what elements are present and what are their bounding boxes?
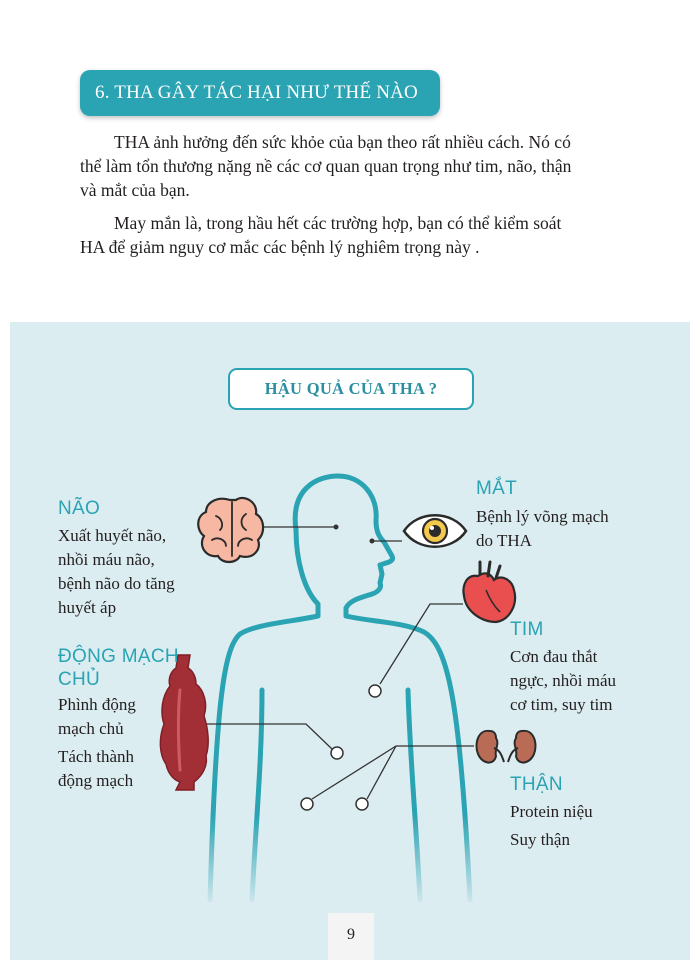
kidney-description	[510, 800, 593, 852]
aorta-heading-line: ĐỘNG MẠCH	[58, 646, 179, 667]
section-title: 6. THA GÂY TÁC HẠI NHƯ THẾ NÀO	[95, 82, 418, 103]
paragraph-line: May mắn là, trong hầu hết các trường hợp, bạn có thể kiểm soát	[114, 213, 562, 233]
heart-line: Cơn đau thắt	[510, 647, 598, 666]
brain-line: bệnh não do tăng	[58, 574, 175, 593]
connector-node	[331, 747, 343, 759]
brain-heading: NÃO	[58, 498, 101, 519]
aorta-description	[58, 693, 136, 793]
connector-dot	[370, 539, 375, 544]
eye-line: Bệnh lý võng mạch	[476, 507, 609, 526]
brain-description	[58, 524, 175, 620]
heart-line: cơ tim, suy tim	[510, 695, 613, 714]
connector-node	[356, 798, 368, 810]
connector-node	[301, 798, 313, 810]
paragraph-line: và mắt của bạn.	[80, 180, 190, 200]
eye-description	[476, 505, 609, 553]
heart-description	[510, 645, 616, 717]
eye-icon	[404, 515, 466, 547]
brain-line: Xuất huyết não,	[58, 526, 167, 545]
heart-line: ngực, nhồi máu	[510, 671, 617, 690]
aorta-heading	[58, 645, 179, 691]
heart-heading: TIM	[510, 619, 544, 640]
aorta-line: Tách thành	[58, 747, 134, 766]
paragraph-line: THA ảnh hưởng đến sức khỏe của bạn theo rất nhiều cách. Nó có	[114, 132, 571, 152]
eye-line: do THA	[476, 531, 532, 550]
kidney-line: Suy thận	[510, 830, 570, 849]
kidney-line: Protein niệu	[510, 802, 593, 821]
brain-line: huyết áp	[58, 598, 117, 617]
brain-icon	[198, 498, 263, 562]
brain-line: nhồi máu não,	[58, 550, 155, 569]
aorta-line: Phình động	[58, 695, 136, 714]
paragraph-line: HA để giảm nguy cơ mắc các bệnh lý nghiêm trọng này .	[80, 237, 480, 257]
aorta-line: mạch chủ	[58, 719, 124, 738]
aorta-heading-line: CHỦ	[58, 669, 101, 690]
connector-node	[369, 685, 381, 697]
paragraph-line: thể làm tổn thương nặng nề các cơ quan quan trọng như tim, não, thận	[80, 156, 572, 176]
eye-heading: MẮT	[476, 478, 518, 499]
heart-icon	[464, 562, 516, 622]
infographic-title: HẬU QUẢ CỦA THA ?	[228, 368, 474, 410]
aorta-line: động mạch	[58, 771, 134, 790]
connector-dot	[334, 525, 339, 530]
connector-kidney-2	[367, 746, 396, 799]
kidney-heading: THẬN	[510, 774, 563, 795]
kidney-icon	[477, 731, 536, 763]
page-number: 9	[328, 913, 374, 960]
connector-heart	[380, 604, 463, 684]
